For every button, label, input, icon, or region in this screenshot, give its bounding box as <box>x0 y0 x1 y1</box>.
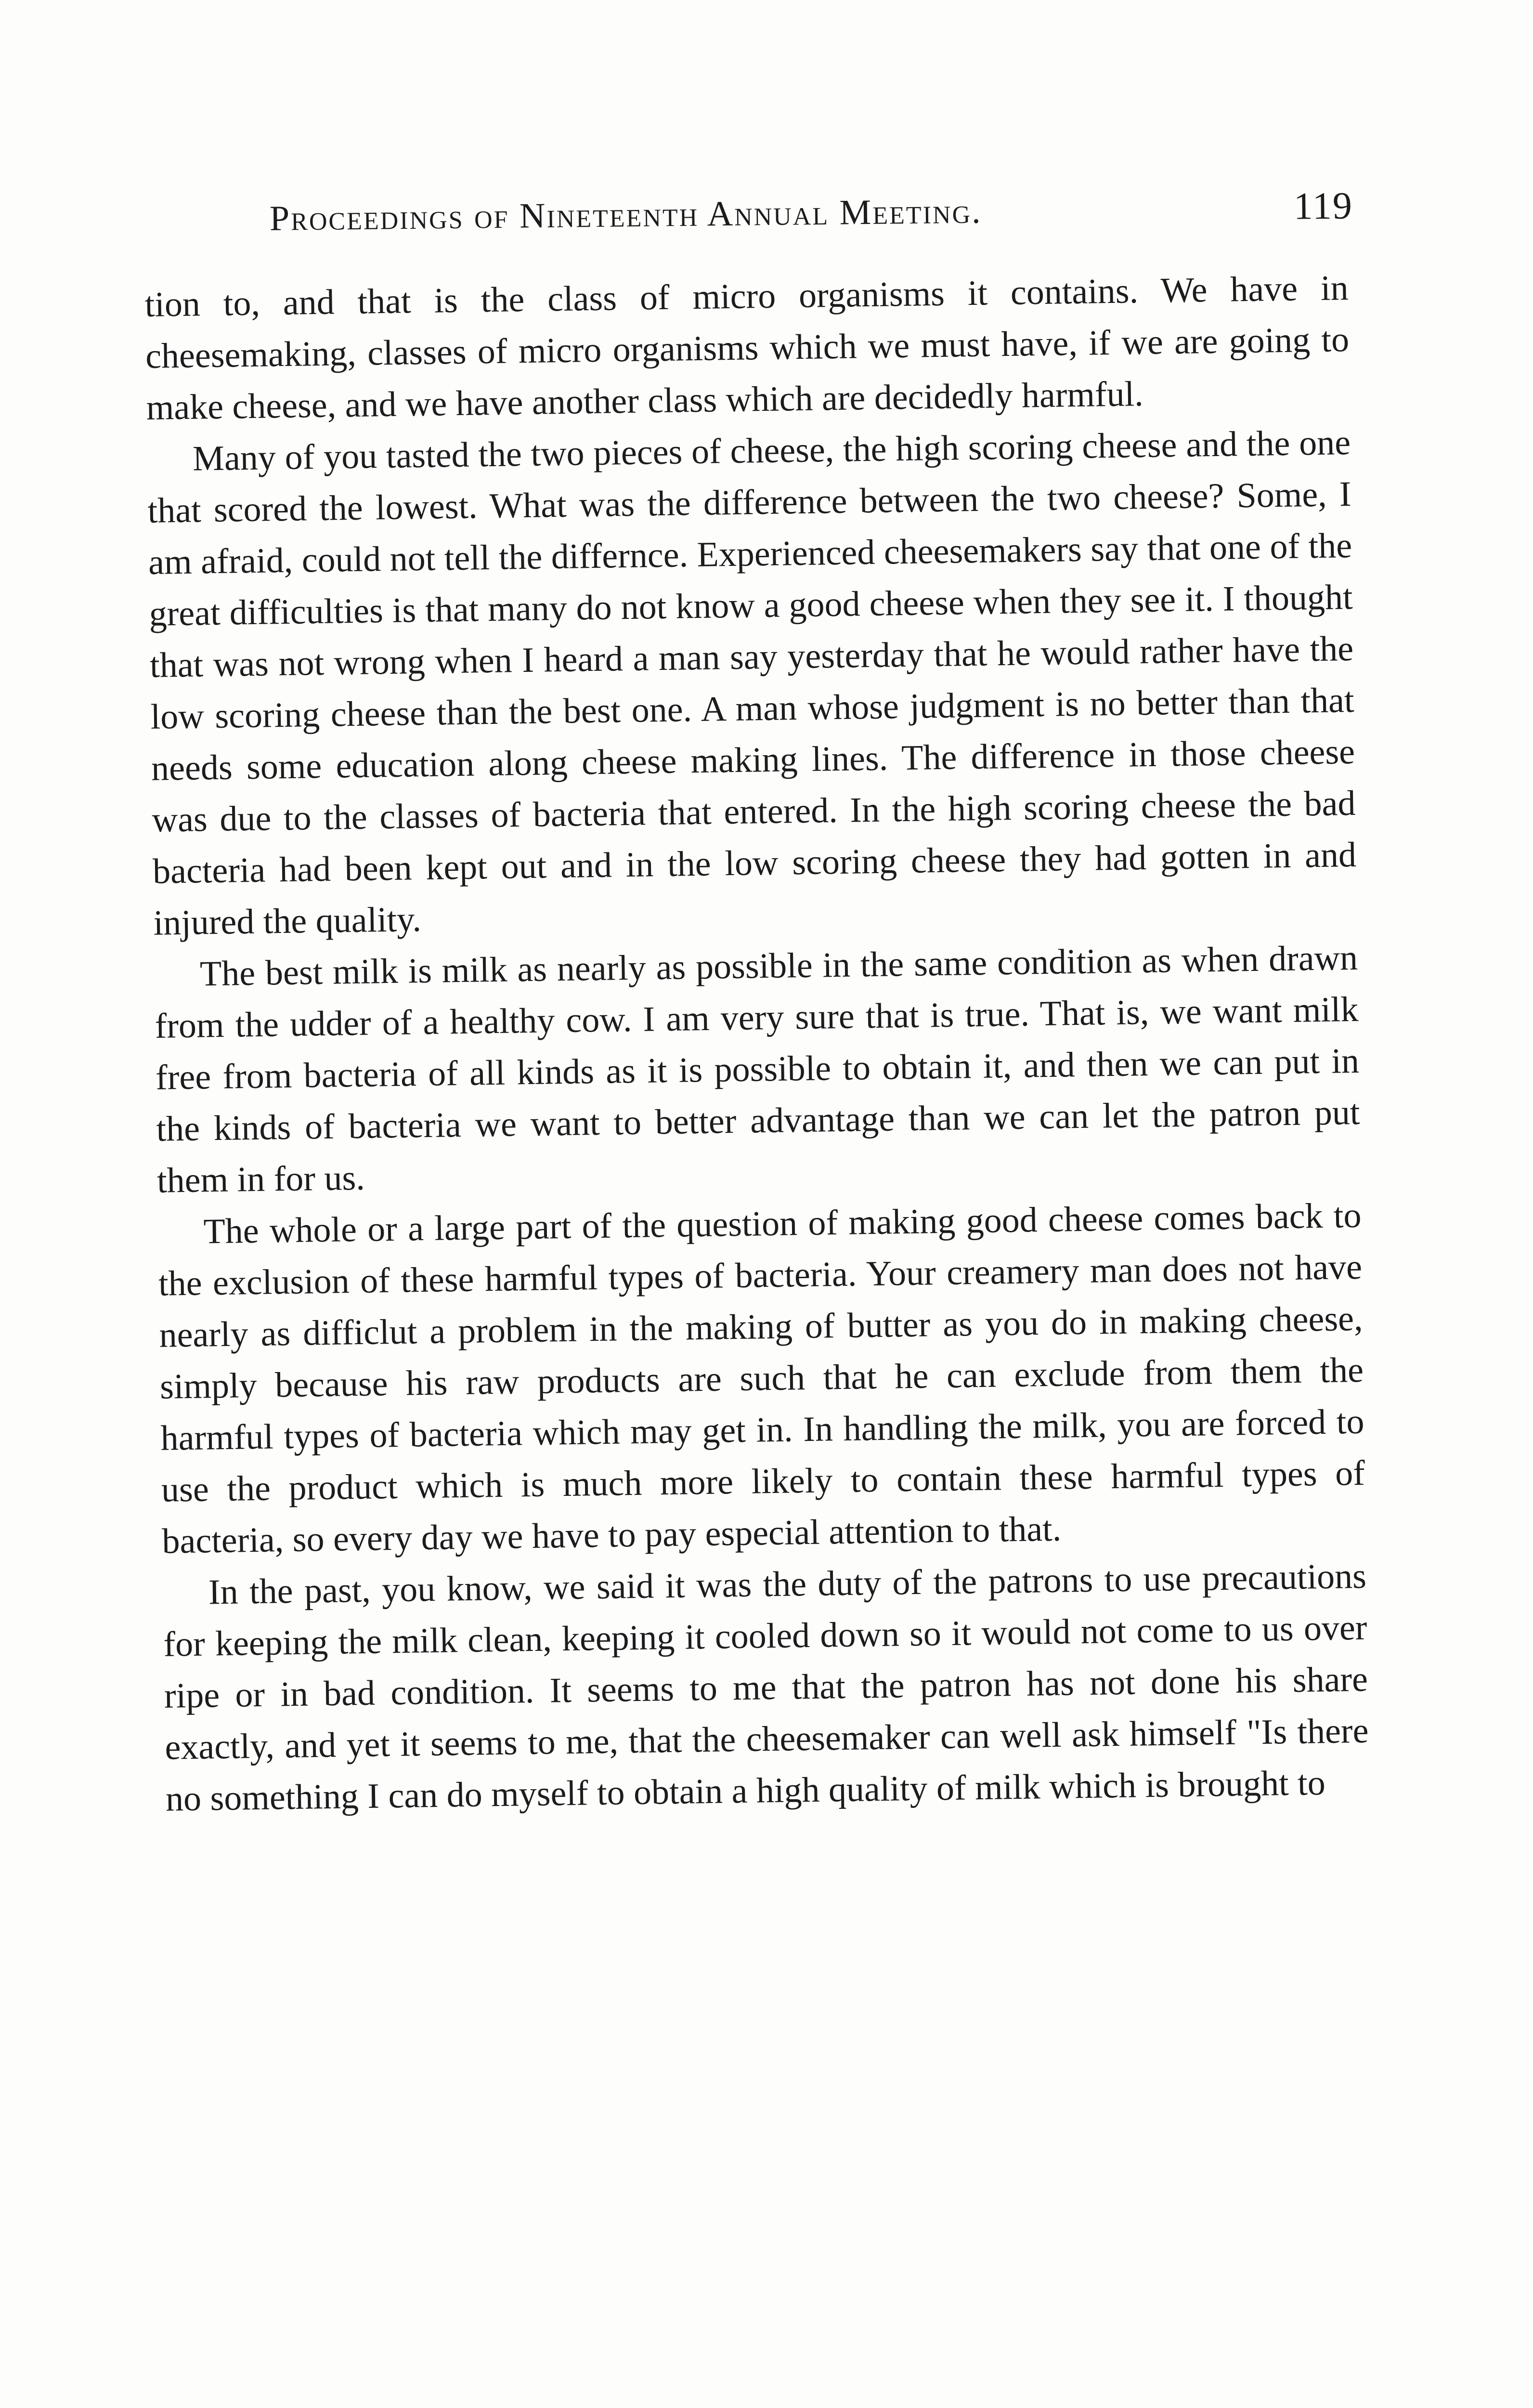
paragraph: Many of you tasted the two pieces of cheese, the high scoring cheese and the one that scored the lowest. What was the difference between the two cheese? Some, I am afraid, could not tell the differnce. Experienced cheesemakers say that one of the great difficulties is that many do not know a good cheese when they see it. I thought that was not wrong when I heard a man say yesterday that he would rather have the low scoring cheese than the best one. A man whose judgment is no better than that needs some education along cheese making lines. The difference in those cheese was due to the classes of bacteria that entered. In the high scoring cheese the bad bacteria had been kept out and in the low scoring cheese they had gotten in and injured the quality. <box>147 423 1357 943</box>
body-text <box>144 262 1370 1825</box>
running-title: Proceedings of Nineteenth Annual Meeting. <box>269 191 982 238</box>
paragraph: tion to, and that is the class of micro organisms it contains. We have in cheesemaking, classes of micro organisms which we must have, if we are going to make cheese, and we have another class which are decidedly harmful. <box>144 268 1350 428</box>
running-header <box>269 177 1363 247</box>
paragraph: In the past, you know, we said it was the duty of the patrons to use precautions for keeping the milk clean, keeping it cooled down so it would not come to us over ripe or in bad condition. It seems to me that the patron has not done his share exactly, and yet it seems to me, that the cheesemaker can well ask himself "Is there no something I can do myself to obtain a high quality of milk which is brought to <box>163 1556 1369 1819</box>
page-number: 119 <box>1293 184 1353 228</box>
paragraph: The whole or a large part of the question of making good cheese comes back to the exclusion of these harmful types of bacteria. Your creamery man does not have nearly as difficlut a problem in the making of butter as you do in making cheese, simply because his raw products are such that he can exclude from them the harmful types of bacteria which may get in. In handling the milk, you are forced to use the product which is much more likely to contain these harmful types of bacteria, so every day we have to pay especial attention to that. <box>158 1195 1365 1561</box>
paragraph: The best milk is milk as nearly as possible in the same condition as when drawn from the udder of a healthy cow. I am very sure that is true. That is, we want milk free from bacteria of all kinds as it is possible to obtain it, and then we can put in the kinds of bacteria we want to better advantage than we can let the patron put them in for us. <box>155 938 1360 1201</box>
